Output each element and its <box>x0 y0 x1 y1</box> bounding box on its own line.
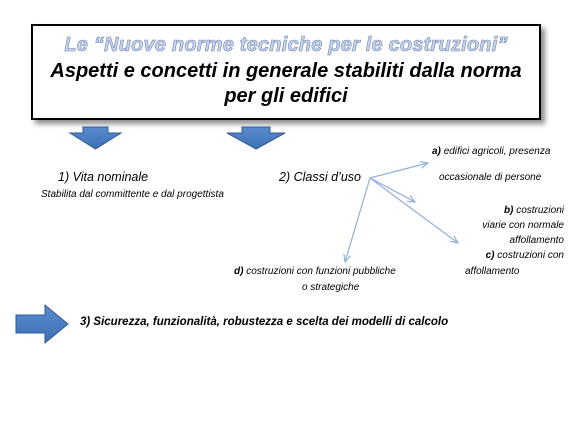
connector-b <box>370 178 415 202</box>
connector-d <box>345 178 370 262</box>
right-arrow <box>16 305 68 343</box>
connector-c <box>370 178 458 243</box>
class-d-letter: d) <box>234 266 244 277</box>
sicurezza-label: 3) Sicurezza, funzionalità, robustezza e scelta dei modelli di calcolo <box>80 316 449 328</box>
class-d-text-2: o strategiche <box>302 282 360 293</box>
class-c-line-1 <box>486 248 564 264</box>
class-a-letter: a) <box>432 146 441 157</box>
class-b-text-1: costruzioni <box>516 205 564 216</box>
title-line-2: Aspetti e concetti in generale stabiliti dalla norma per gli edifici <box>50 60 522 107</box>
classi-uso-label: 2) Classi d’uso <box>279 170 361 184</box>
class-d-text-1: costruzioni con funzioni pubbliche <box>246 266 396 277</box>
class-b-text-3: affollamento <box>509 235 564 246</box>
class-b-text-2: viarie con normale <box>482 220 564 231</box>
down-arrow-1 <box>70 127 121 149</box>
class-d-line-1 <box>234 264 396 280</box>
class-b-letter: b) <box>503 205 514 216</box>
class-b-line-1 <box>504 203 564 219</box>
vita-nominale-desc: Stabilita dal committente e dal progettista <box>41 189 224 200</box>
title-line-1: Le “Nuove norme tecniche per le costruzioni” <box>64 34 508 56</box>
class-a-text-1: edifici agricoli, presenza <box>443 146 551 157</box>
down-arrow-2 <box>227 127 285 149</box>
connector-a <box>370 163 428 178</box>
class-a-text-2: occasionale di persone <box>439 172 542 183</box>
class-c-letter: c) <box>485 250 495 261</box>
class-c-text-1: costruzioni con <box>497 250 564 261</box>
vita-nominale-label: 1) Vita nominale <box>58 170 149 184</box>
class-c-text-2: affollamento <box>465 266 520 277</box>
class-a-line-1 <box>432 144 550 160</box>
